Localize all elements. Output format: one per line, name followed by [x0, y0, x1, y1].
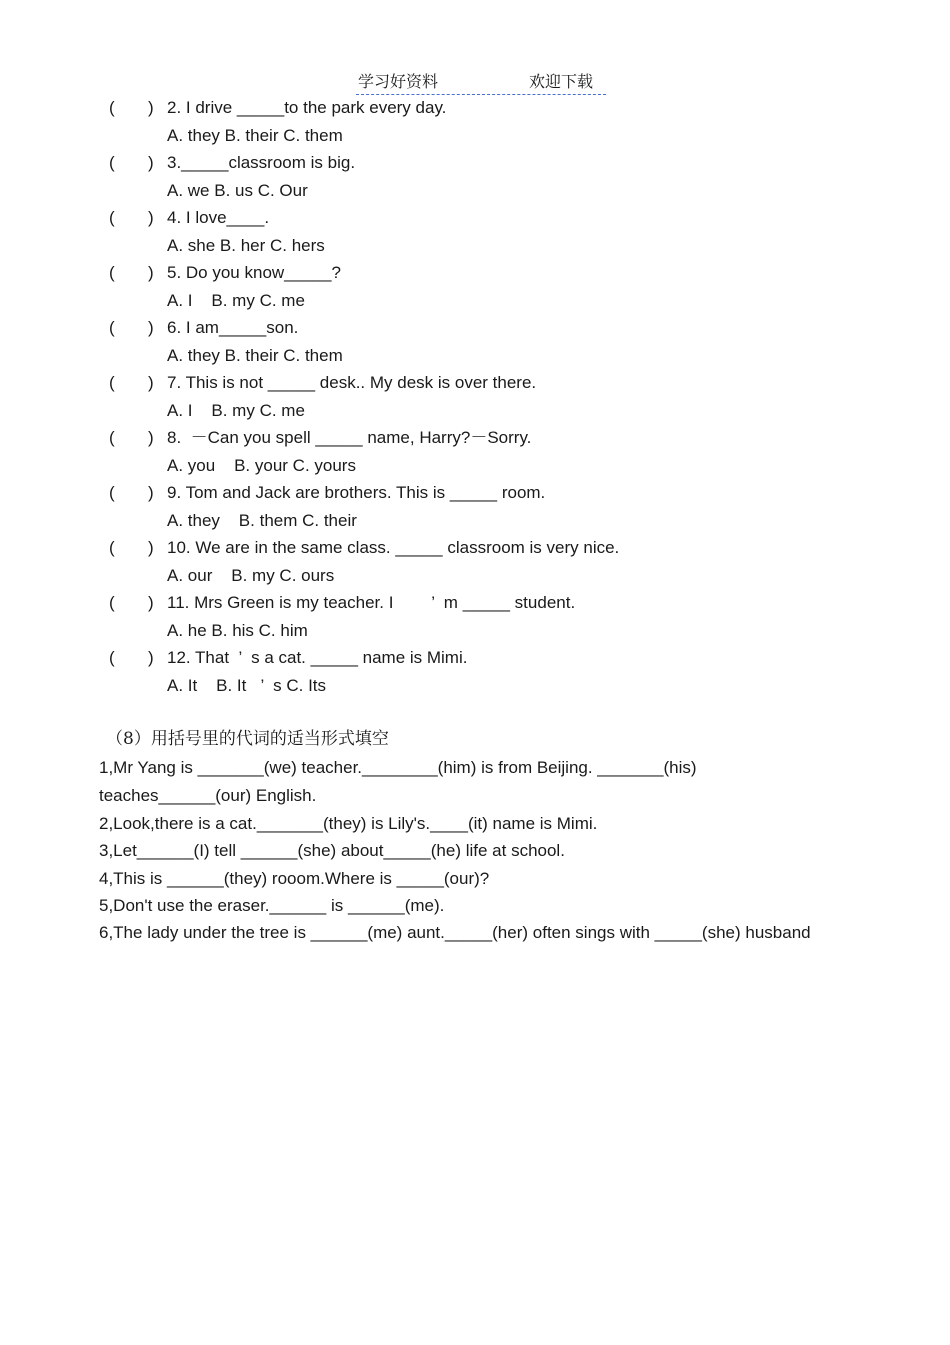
- question-text: 11. Mrs Green is my teacher. I ’ m _____ student.: [167, 593, 576, 612]
- fill-line: 4,This is ______(they) rooom.Where is _____(our)?: [99, 869, 490, 888]
- answer-paren-left: (: [109, 538, 115, 557]
- answer-paren-right: ): [148, 483, 154, 502]
- question-options: A. It B. It ’ s C. Its: [167, 676, 327, 695]
- question-options: A. you B. your C. yours: [167, 456, 356, 475]
- answer-paren-right: ): [148, 263, 154, 282]
- answer-paren-right: ): [148, 373, 154, 392]
- answer-paren-left: (: [109, 98, 115, 117]
- answer-paren-right: ): [148, 648, 154, 667]
- question-text: 8. －Can you spell _____ name, Harry?－Sorry.: [167, 428, 532, 447]
- fill-line: 2,Look,there is a cat._______(they) is Lily's.____(it) name is Mimi.: [99, 814, 598, 833]
- question-text: 2. I drive _____to the park every day.: [167, 98, 447, 117]
- fill-line: 3,Let______(I) tell ______(she) about_____(he) life at school.: [99, 841, 565, 860]
- question-text: 3._____classroom is big.: [167, 153, 356, 172]
- answer-paren-left: (: [109, 373, 115, 392]
- answer-paren-right: ): [148, 428, 154, 447]
- answer-paren-left: (: [109, 648, 115, 667]
- answer-paren-right: ): [148, 593, 154, 612]
- answer-paren-right: ): [148, 98, 154, 117]
- answer-paren-left: (: [109, 428, 115, 447]
- answer-paren-left: (: [109, 483, 115, 502]
- answer-paren-right: ): [148, 318, 154, 337]
- header-left-text: 学习好资料: [358, 72, 439, 91]
- answer-paren-left: (: [109, 593, 115, 612]
- question-text: 9. Tom and Jack are brothers. This is _____ room.: [167, 483, 546, 502]
- answer-paren-left: (: [109, 318, 115, 337]
- question-text: 10. We are in the same class. _____ classroom is very nice.: [167, 538, 620, 557]
- answer-paren-left: (: [109, 263, 115, 282]
- question-text: 12. That ’ s a cat. _____ name is Mimi.: [167, 648, 468, 667]
- question-text: 4. I love____.: [167, 208, 270, 227]
- question-options: A. he B. his C. him: [167, 621, 308, 640]
- fill-line: 6,The lady under the tree is ______(me) aunt._____(her) often sings with _____(she) husband: [99, 923, 811, 942]
- answer-paren-right: ): [148, 538, 154, 557]
- answer-paren-left: (: [109, 153, 115, 172]
- question-options: A. they B. their C. them: [167, 126, 343, 145]
- question-text: 7. This is not _____ desk.. My desk is over there.: [167, 373, 537, 392]
- question-options: A. I B. my C. me: [167, 291, 305, 310]
- answer-paren-left: (: [109, 208, 115, 227]
- answer-paren-right: ): [148, 153, 154, 172]
- question-options: A. they B. them C. their: [167, 511, 357, 530]
- fill-line: 1,Mr Yang is _______(we) teacher.________(him) is from Beijing. _______(his): [99, 758, 697, 777]
- fill-line: teaches______(our) English.: [99, 786, 317, 805]
- header-right-text: 欢迎下载: [529, 72, 594, 91]
- section-8-title: （8）用括号里的代词的适当形式填空: [106, 729, 389, 749]
- question-options: A. I B. my C. me: [167, 401, 305, 420]
- answer-paren-right: ): [148, 208, 154, 227]
- question-options: A. she B. her C. hers: [167, 236, 325, 255]
- question-text: 6. I am_____son.: [167, 318, 299, 337]
- page-header: [356, 70, 606, 95]
- question-options: A. they B. their C. them: [167, 346, 343, 365]
- question-options: A. our B. my C. ours: [167, 566, 335, 585]
- question-text: 5. Do you know_____?: [167, 263, 341, 282]
- question-options: A. we B. us C. Our: [167, 181, 308, 200]
- fill-line: 5,Don't use the eraser.______ is ______(me).: [99, 896, 445, 915]
